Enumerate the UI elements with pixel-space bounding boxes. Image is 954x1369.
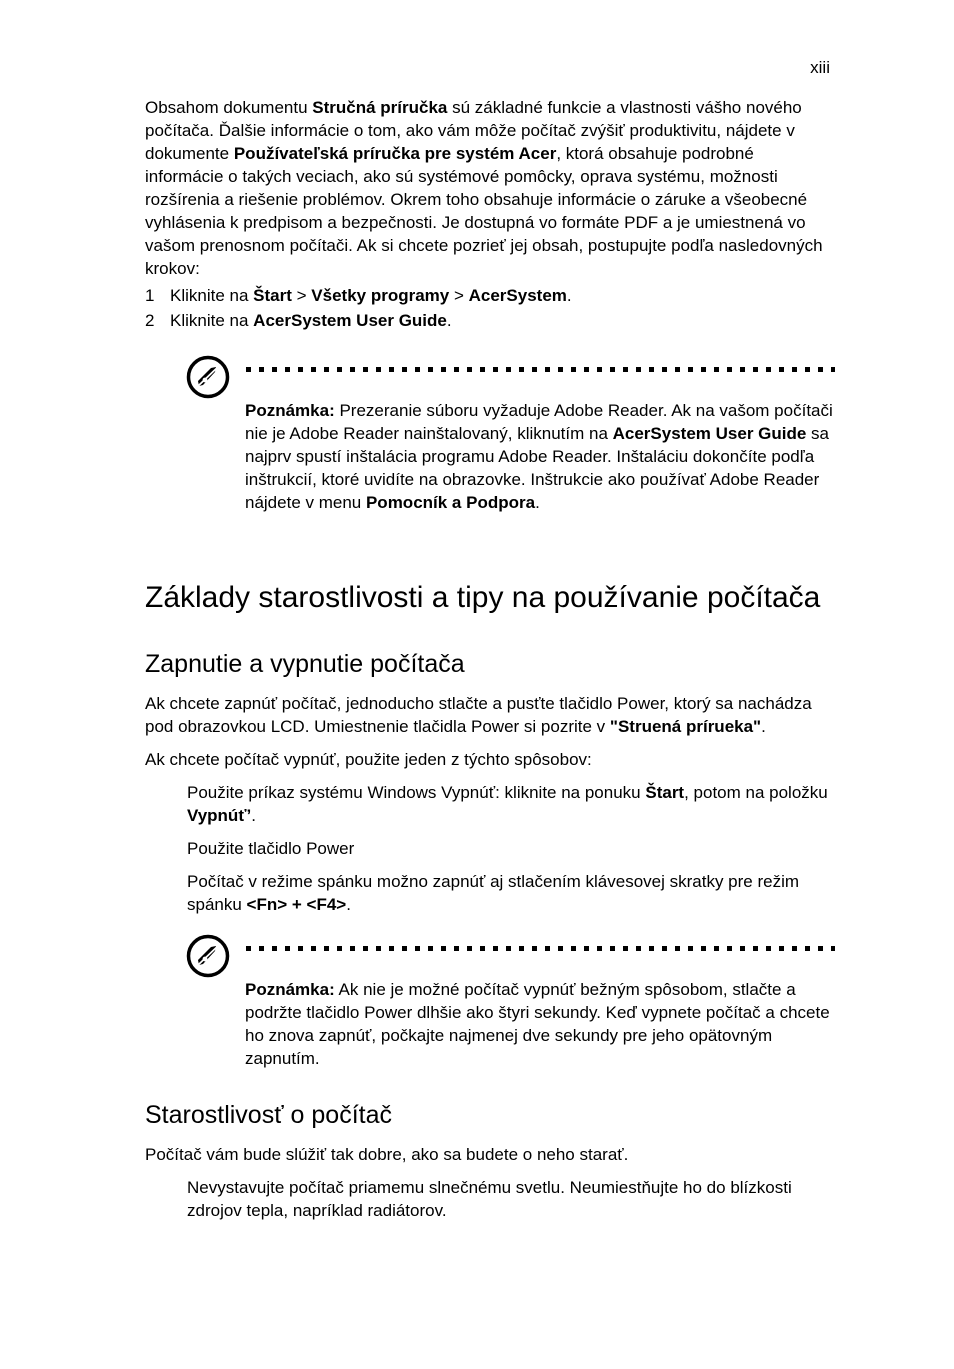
subsection-title-care: Starostlivosť o počítač (145, 1101, 392, 1129)
steps-list (145, 283, 835, 333)
note-box (186, 355, 835, 535)
list-item: 1 Kliknite na Štart > Všetky programy > AcerSystem. (145, 286, 572, 305)
note-pen-icon (186, 934, 230, 978)
page-content (145, 96, 835, 1222)
dotted-divider (246, 367, 835, 372)
paragraph: Ak chcete zapnúť počítač, jednoducho stlačte a pusťte tlačidlo Power, ktorý sa nachádza pod obrazovkou LCD. Umiestnenie tlačidla Power si pozrite v "Struená prírueka". (145, 694, 812, 736)
page-number: xiii (810, 58, 830, 77)
intro-paragraph: Obsahom dokumentu Stručná príručka sú základné funkcie a vlastnosti vášho nového počítača. Ďalšie informácie o tom, ako vám môže počítač zvýšiť produktivitu, nájdete v dokumente Používateľská príručka pre systém Acer, ktorá obsahuje podrobné informácie o takých veciach, ako sú systémové pomôcky, oprava systému, možnosti rozšírenia a riešenie problémov. Okrem toho obsahuje informácie o záruke a všeobecné vyhlásenia k predpisom a bezpečnosti. Je dostupná vo formáte PDF a je umiestnená vo vašom prenosnom počítači. Ak si chcete pozrieť jej obsah, postupujte podľa nasledovných krokov: (145, 98, 823, 278)
list-item: Použite tlačidlo Power (187, 839, 355, 858)
note-text: Poznámka: Ak nie je možné počítač vypnúť bežným spôsobom, stlačte a podržte tlačidlo Power dlhšie ako štyri sekundy. Keď vypnete počítač a chcete ho znova zapnúť, počkajte najmenej dve sekundy pre jeho opätovným zapnutím. (245, 980, 830, 1068)
list-item: Počítač v režime spánku možno zapnúť aj stlačením klávesovej skratky pre režim spánku <Fn> + <F4>. (187, 872, 800, 914)
note-box (186, 934, 835, 1071)
subsection-title-power: Zapnutie a vypnutie počítača (145, 650, 465, 678)
note-text: Poznámka: Prezeranie súboru vyžaduje Adobe Reader. Ak na vašom počítači nie je Adobe Reader nainštalovaný, kliknutím na AcerSystem User Guide sa najprv spustí inštalácia programu Adobe Reader. Inštaláciu dokončíte podľa inštrukcií, ktoré uvidíte na obrazovke. Inštrukcie ako používať Adobe Reader nájdete v menu Pomocník a Podpora. (245, 401, 833, 512)
paragraph: Ak chcete počítač vypnúť, použite jeden z týchto spôsobov: (145, 750, 592, 769)
list-item: Použite príkaz systému Windows Vypnúť: kliknite na ponuku Štart, potom na položku Vypnúť’. (187, 783, 828, 825)
list-item: Nevystavujte počítač priamemu slnečnému svetlu. Neumiestňujte ho do blízkosti zdrojov tepla, napríklad radiátorov. (187, 1178, 792, 1220)
paragraph: Počítač vám bude slúžiť tak dobre, ako sa budete o neho starať. (145, 1145, 629, 1164)
list-item: 2 Kliknite na AcerSystem User Guide. (145, 311, 452, 330)
note-pen-icon (186, 355, 230, 399)
dotted-divider (246, 946, 835, 951)
section-title: Základy starostlivosti a tipy na používanie počítača (145, 581, 821, 614)
